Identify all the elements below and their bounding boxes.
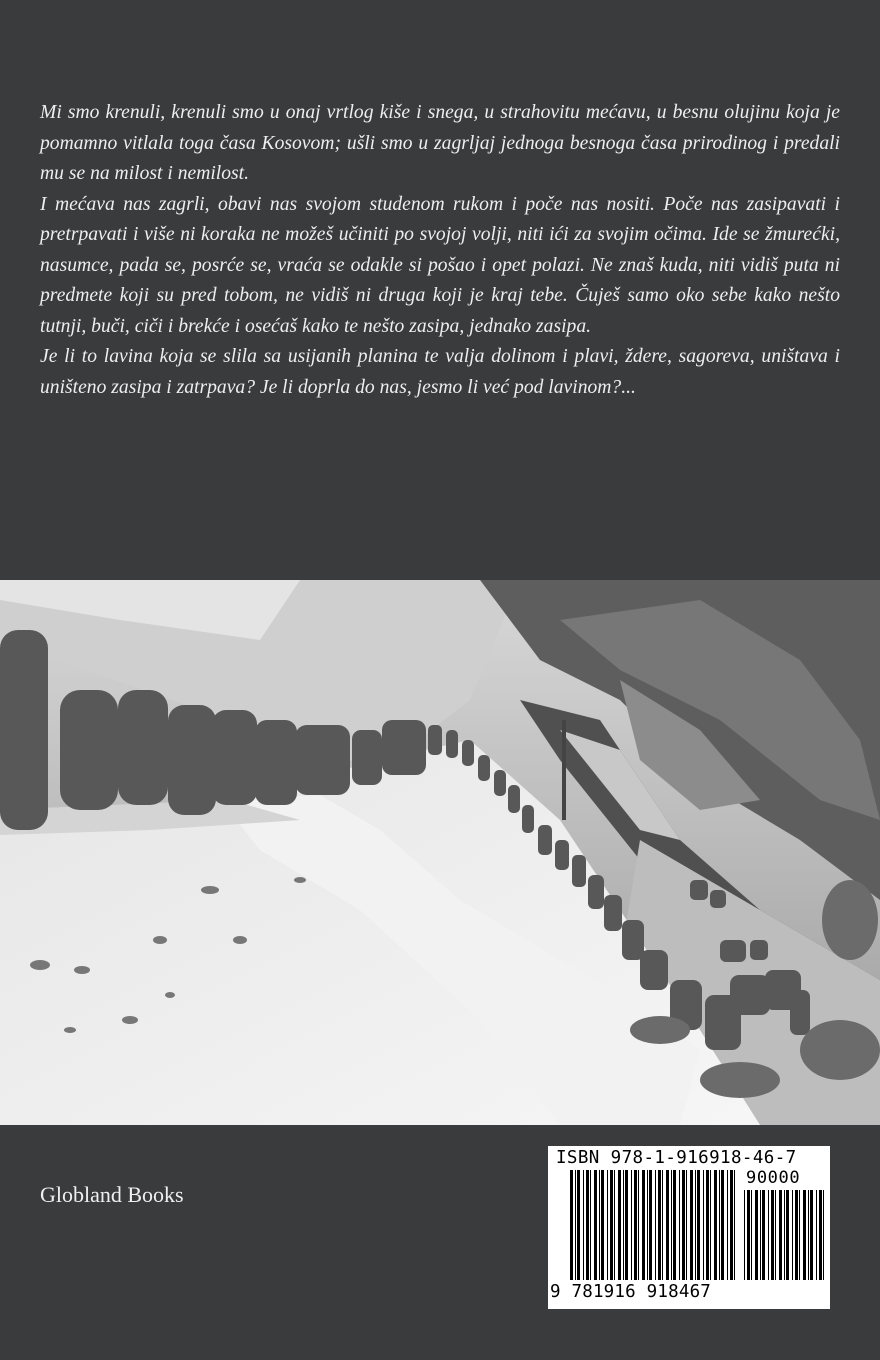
barcode-bar [714, 1170, 717, 1280]
barcode-bar [662, 1170, 663, 1280]
barcode-bar [744, 1190, 745, 1280]
barcode-bar [690, 1170, 693, 1280]
barcode-bar [808, 1190, 809, 1280]
cover-photo [0, 580, 880, 1125]
barcode-bar [673, 1170, 676, 1280]
barcode-bar [631, 1170, 632, 1280]
barcode-bar [634, 1170, 637, 1280]
barcode-bar [647, 1170, 648, 1280]
barcode-bar [655, 1170, 656, 1280]
barcode-bar [795, 1190, 798, 1280]
publisher-name: Globland Books [40, 1182, 184, 1207]
blurb-paragraph-1: Mi smo krenuli, krenuli smo u onaj vrtlog kiše i snega, u strahovitu mećavu, u besnu olujinu koja je pomamno vitlala toga časa Kosovom; ušli smo u zagrljaj jednoga besnoga časa prirodinog i predali mu se na milost i nemilost. [40, 102, 840, 184]
barcode-bar [666, 1170, 669, 1280]
barcode-bar [599, 1170, 600, 1280]
barcode-bar [618, 1170, 621, 1280]
barcode-bar [755, 1190, 758, 1280]
barcode-bar [583, 1170, 584, 1280]
barcode-bar [658, 1170, 661, 1280]
barcode-bar [810, 1190, 813, 1280]
barcode-bar [623, 1170, 624, 1280]
barcode-bar [594, 1170, 597, 1280]
barcode-bar [786, 1190, 789, 1280]
barcode-bar [816, 1190, 817, 1280]
barcode-bar [642, 1170, 645, 1280]
barcode-bar [577, 1170, 580, 1280]
isbn-text: ISBN 978-1-916918-46-7 [556, 1148, 797, 1168]
barcode-bar [706, 1170, 709, 1280]
barcode-bar [610, 1170, 613, 1280]
barcode-bar [734, 1170, 735, 1280]
barcode-bar [601, 1170, 604, 1280]
barcode-bar [730, 1170, 733, 1280]
barcode-bar [721, 1170, 724, 1280]
barcode-bar [590, 1170, 591, 1280]
barcode-bar [575, 1170, 576, 1280]
barcode-bar [803, 1190, 806, 1280]
barcode-bar [703, 1170, 704, 1280]
barcode-bar [768, 1190, 769, 1280]
barcode-bar [686, 1170, 687, 1280]
barcode-bar [570, 1170, 573, 1280]
barcode-bar [586, 1170, 589, 1280]
barcode-bar [771, 1190, 774, 1280]
barcode-bar [779, 1190, 782, 1280]
barcode-bar [792, 1190, 793, 1280]
barcode-bar [697, 1170, 700, 1280]
barcode-bar [823, 1190, 824, 1280]
barcode-bar [607, 1170, 608, 1280]
isbn-barcode [548, 1146, 830, 1309]
barcode-bar [760, 1190, 761, 1280]
barcode-bar [638, 1170, 639, 1280]
barcode-addon-digits: 90000 [746, 1168, 801, 1188]
barcode-bar [679, 1170, 680, 1280]
barcode-bar [799, 1190, 800, 1280]
barcode-bar [751, 1190, 752, 1280]
barcode-bar [695, 1170, 696, 1280]
barcode-bar [747, 1190, 750, 1280]
barcode-bar [671, 1170, 672, 1280]
barcode-bar [719, 1170, 720, 1280]
barcode-bar [625, 1170, 628, 1280]
barcode-bar [784, 1190, 785, 1280]
barcode-bar [710, 1170, 711, 1280]
barcode-bar [819, 1190, 822, 1280]
barcode-bar [775, 1190, 776, 1280]
barcode-bar [614, 1170, 615, 1280]
blurb-paragraph-3: Je li to lavina koja se slila sa usijanih planina te valja dolinom i plavi, ždere, sagoreva, uništava i uništeno zasipa i zatrpava? Je li doprla do nas, jesmo li već pod lavinom?... [40, 346, 840, 398]
barcode-bar [682, 1170, 685, 1280]
snowy-march-photo [0, 580, 880, 1125]
barcode-bar [649, 1170, 652, 1280]
back-cover-blurb [40, 98, 840, 403]
barcode-bar [727, 1170, 728, 1280]
blurb-paragraph-2: I mećava nas zagrli, obavi nas svojom studenom rukom i poče nas nositi. Poče nas zasipavati i pretrpavati i više ni koraka ne možeš učiniti po svojoj volji, niti ići za svojim očima. Ide se žmurećki, nasumce, pada se, posrće se, vraća se odakle si pošao i opet polazi. Ne znaš kuda, niti vidiš puta ni predmete koji su pred tobom, ne vidiš ni druga koji je kraj tebe. Čuješ samo oko sebe kako nešto tutnji, buči, ciči i brekće i osećaš kako te nešto zasipa, jednako zasipa. [40, 193, 840, 337]
barcode-bar [762, 1190, 765, 1280]
ean-digits: 9 781916 918467 [550, 1282, 712, 1302]
